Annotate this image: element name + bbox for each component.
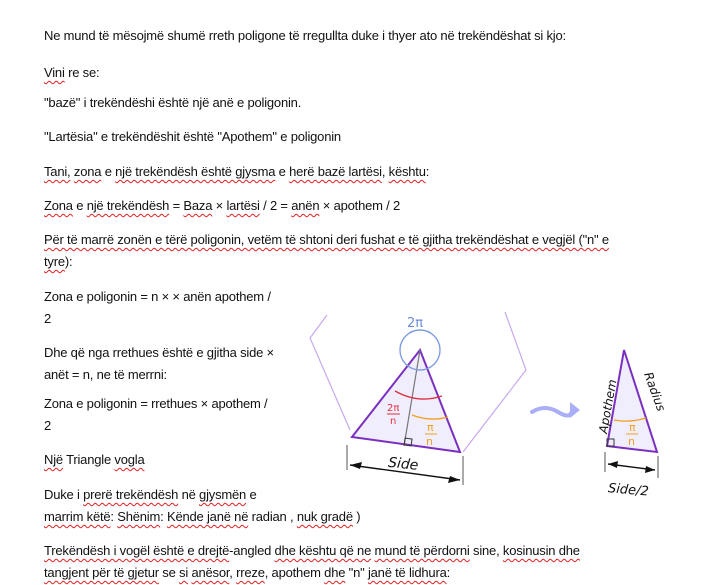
polygon-outline-right xyxy=(463,312,526,452)
svg-text:Radius: Radius xyxy=(641,370,669,414)
svg-text:π: π xyxy=(427,421,434,434)
paragraph-triangle-formula: Zona e një trekëndësh = Baza × lartësi / 2 = anën × apothem / 2 xyxy=(44,198,401,213)
svg-text:π: π xyxy=(629,421,636,434)
paragraph-intro: Ne mund të mësojmë shumë rreth poligone të rregullta duke i thyer ato në trekëndëshat si kjo: xyxy=(44,28,566,43)
paragraph-cut-half-line2: marrim këtë: Shënim: Kënde janë në radian , nuk gradë ) xyxy=(44,509,361,524)
paragraph-cut-half: Duke i prerë trekëndësh në gjysmën e xyxy=(44,487,257,502)
polygon-diagram xyxy=(300,300,706,510)
paragraph-polygon-area-1: Zona e poligonin = n × × anën apothem / xyxy=(44,289,271,304)
transform-arrow-icon xyxy=(532,408,572,416)
paragraph-triangle-area: Tani, zona e një trekëndësh është gjysma e herë bazë lartësi, kështu: xyxy=(44,164,430,179)
paragraph-whole-polygon-line2: tyre): xyxy=(44,254,73,269)
svg-text:2π: 2π xyxy=(387,403,400,414)
heading-small-triangle: Një Triangle vogla xyxy=(44,452,145,467)
paragraph-right-angle: Trekëndësh i vogël është e drejtë-angled dhe kështu që ne mund të përdorni sine, kosinusin dhe xyxy=(44,543,580,558)
paragraph-polygon-area-2: Zona e poligonin = rrethues × apothem / xyxy=(44,396,268,411)
svg-text:n: n xyxy=(426,435,433,448)
paragraph-whole-polygon: Për të marrë zonën e tërë poligonin, vetëm të shtoni deri fushat e të gjitha trekëndëshat e vegjël ("n" e xyxy=(44,232,609,247)
polygon-outline xyxy=(310,315,350,430)
svg-text:Side/2: Side/2 xyxy=(607,481,650,500)
paragraph-height: "Lartësia" e trekëndëshit është "Apothem" e poligonin xyxy=(44,129,341,144)
paragraph-polygon-area-1-line2: 2 xyxy=(44,311,52,326)
paragraph-right-angle-line2: tangjent për të gjetur se si anësor, rreze, apothem dhe "n" janë të lidhura: xyxy=(44,565,451,580)
paragraph-perimeter: Dhe që nga rrethues është e gjitha side × xyxy=(44,345,274,360)
paragraph-polygon-area-2-line2: 2 xyxy=(44,418,52,433)
svg-text:n: n xyxy=(390,416,397,427)
paragraph-notice: Vini re se: xyxy=(44,65,100,80)
svg-text:Apothem: Apothem xyxy=(596,378,620,435)
svg-text:Side: Side xyxy=(387,454,420,474)
paragraph-perimeter-line2: anët = n, ne të merrni: xyxy=(44,367,167,382)
svg-text:2π: 2π xyxy=(407,316,424,331)
svg-text:n: n xyxy=(628,435,635,448)
paragraph-base: "bazë" i trekëndëshi është një anë e poligonin. xyxy=(44,95,302,110)
